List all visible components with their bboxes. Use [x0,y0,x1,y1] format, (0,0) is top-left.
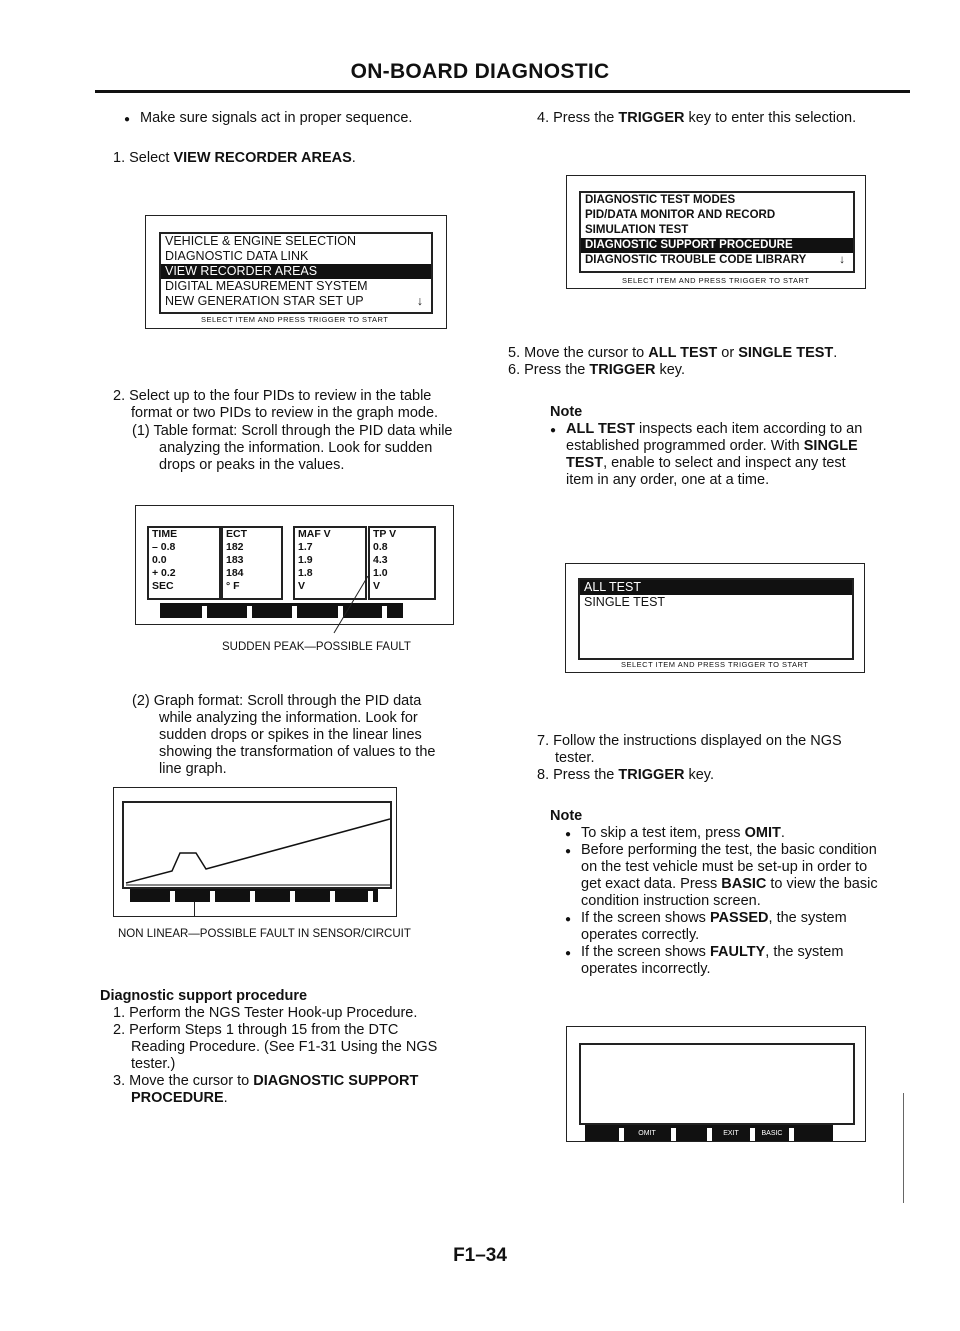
pid-value: 0.0 [152,554,167,566]
screen-footer: SELECT ITEM AND PRESS TRIGGER TO START [621,660,809,669]
menu-item[interactable]: SINGLE TEST [584,595,666,609]
pid-value: 4.3 [373,554,388,566]
pid-value: 182 [226,541,244,553]
ngs-screen-main-menu [145,215,447,329]
step-2-1: (1) Table format: Scroll through the PID data while analyzing the information. Look for sudden drops or peaks in the values. [132,423,453,473]
page-title: ON-BOARD DIAGNOSTIC [350,60,610,83]
step-2-2: (2) Graph format: Scroll through the PID data while analyzing the information. Look for sudden drops or spikes in the linear lines showing the transformation of values to the line graph. [132,693,436,777]
menu-box [578,578,854,660]
pid-value: 184 [226,567,244,579]
note-1: Note ● ALL TEST inspects each item according to an established programmed order. With SINGLE TEST, enable to select and inspect any test item in any order, one at a time. [550,404,862,489]
function-key-bar [585,1125,833,1141]
menu-item[interactable]: PID/DATA MONITOR AND RECORD [585,209,776,221]
pid-value: – 0.8 [152,541,176,553]
pid-value: 183 [226,554,244,566]
margin-mark [903,1093,904,1203]
ngs-screen-test-select [565,563,865,673]
pid-column [221,526,283,600]
menu-item[interactable]: VEHICLE & ENGINE SELECTION [165,234,357,248]
menu-item[interactable]: DIAGNOSTIC DATA LINK [165,249,309,263]
menu-item[interactable]: ALL TEST [580,580,852,595]
step-5-6: 5. Move the cursor to ALL TEST or SINGLE TEST. 6. Press the TRIGGER key. [508,345,838,378]
pid-value: + 0.2 [152,567,176,579]
dsp-heading: Diagnostic support procedure [100,988,308,1004]
pid-header: MAF V [298,528,331,540]
pid-header: TIME [152,528,178,540]
menu-item[interactable]: VIEW RECORDER AREAS [161,264,431,279]
menu-box [159,232,433,314]
pid-value: 0.8 [373,541,388,553]
step-4: 4. Press the TRIGGER key to enter this selection. [537,110,857,126]
basic-key[interactable]: BASIC [761,1130,783,1137]
graph-box [122,801,392,889]
pid-value: 1.0 [373,567,388,579]
menu-item[interactable]: DIAGNOSTIC TEST MODES [585,194,736,206]
step-2: 2. Select up to the four PIDs to review in the table format or two PIDs to review in the graph mode. [113,388,439,421]
menu-box [579,191,855,273]
menu-item-label: DIAGNOSTIC TROUBLE CODE LIBRARY [585,254,807,266]
pid-value: SEC [152,580,174,592]
ngs-screen-diagnostic-modes [566,175,866,289]
ngs-screen-graph [113,787,397,917]
ngs-screen-table [135,505,454,625]
pid-value: V [298,580,306,592]
pid-header: TP V [373,528,397,540]
scroll-down-icon: ↓ [839,254,845,266]
note-2: Note ● To skip a test item, press OMIT. ● Before performing the test, the basic condition on the test vehicle must be set-up in order to get exact data. Press BASIC to view the basic condition instruction screen. ● If the screen shows PASSED, the system operates correctly. ● If the screen shows FAULTY, the system operates incorrectly. [550,808,878,978]
omit-key[interactable]: OMIT [638,1130,656,1137]
pid-value: ° F [226,580,240,592]
graph-line [124,803,390,887]
menu-item[interactable]: DIGITAL MEASUREMENT SYSTEM [165,279,368,293]
function-key-bar [130,889,378,902]
menu-item[interactable]: SIMULATION TEST [585,224,689,236]
page-number: F1–34 [453,1245,507,1266]
table-caption: SUDDEN PEAK—POSSIBLE FAULT [222,641,411,653]
scroll-down-icon: ↓ [416,294,423,308]
pid-header: ECT [226,528,247,540]
fault-pointer-line [194,902,195,916]
menu-item[interactable] [161,294,431,309]
screen-footer: SELECT ITEM AND PRESS TRIGGER TO START [201,315,389,324]
exit-key[interactable]: EXIT [723,1130,739,1137]
menu-item[interactable] [581,253,853,268]
step-7-8: 7. Follow the instructions displayed on the NGS tester. 8. Press the TRIGGER key. [537,733,842,783]
dsp-section: Diagnostic support procedure 1. Perform the NGS Tester Hook-up Procedure. 2. Perform Steps 1 through 15 from the DTC Reading Procedure. (See F1-31 Using the NGS tester.) 3. Move the cursor to DIAGNOSTIC SUPPORT PROCEDURE. [100,988,438,1106]
menu-item[interactable]: DIAGNOSTIC SUPPORT PROCEDURE [581,238,853,253]
screen-footer: SELECT ITEM AND PRESS TRIGGER TO START [622,276,810,285]
pid-value: V [373,580,381,592]
fault-pointer-line [326,576,386,636]
pid-value: 1.7 [298,541,313,553]
pid-column [147,526,221,600]
ngs-screen-test-run [566,1026,866,1142]
step-1: 1. Select VIEW RECORDER AREAS. [113,150,356,166]
bullet-sequence: ● Make sure signals act in proper sequence. [140,110,960,127]
pid-value: 1.8 [298,567,313,579]
graph-caption: NON LINEAR—POSSIBLE FAULT IN SENSOR/CIRCUIT [118,928,411,940]
header-rule [95,90,910,93]
pid-value: 1.9 [298,554,313,566]
menu-item-label: NEW GENERATION STAR SET UP [165,294,364,308]
display-box [579,1043,855,1125]
